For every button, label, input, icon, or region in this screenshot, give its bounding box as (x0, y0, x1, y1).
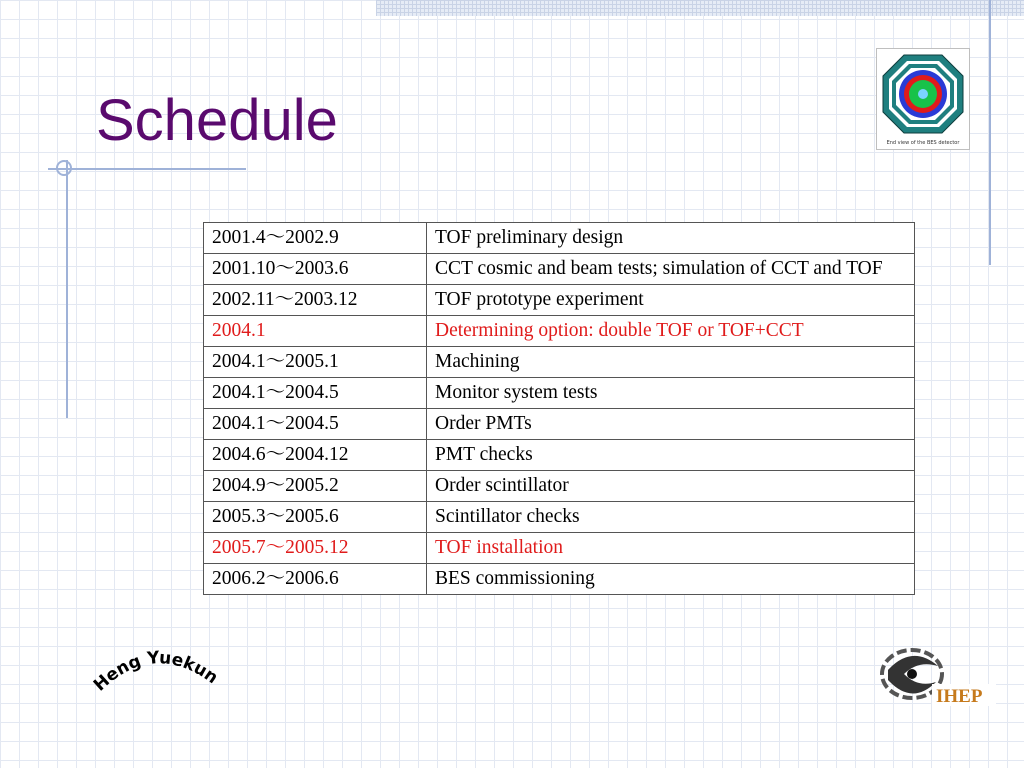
slide-title: Schedule (96, 88, 338, 153)
schedule-row (204, 316, 915, 347)
schedule-date-cell: 2004.1～2004.5 (204, 378, 427, 409)
decorative-horizontal-line (48, 168, 246, 170)
schedule-date-cell: 2004.1～2004.5 (204, 409, 427, 440)
schedule-row (204, 378, 915, 409)
schedule-task-cell: Monitor system tests (427, 378, 915, 409)
schedule-date-cell: 2001.10～2003.6 (204, 254, 427, 285)
top-pattern-band (376, 0, 1024, 16)
schedule-row (204, 223, 915, 254)
schedule-task-cell: PMT checks (427, 440, 915, 471)
schedule-row (204, 502, 915, 533)
schedule-task-cell: Scintillator checks (427, 502, 915, 533)
schedule-date-cell: 2005.3～2005.6 (204, 502, 427, 533)
schedule-row (204, 471, 915, 502)
schedule-row (204, 440, 915, 471)
logo-text: IHEP (936, 686, 983, 707)
decorative-vertical-line-right (989, 0, 991, 265)
schedule-task-cell: Order PMTs (427, 409, 915, 440)
schedule-table (203, 222, 915, 595)
schedule-date-cell: 2004.1～2005.1 (204, 347, 427, 378)
schedule-task-cell: TOF preliminary design (427, 223, 915, 254)
schedule-task-cell: Machining (427, 347, 915, 378)
schedule-row (204, 254, 915, 285)
schedule-row (204, 347, 915, 378)
ihep-logo (878, 640, 1000, 712)
bes-detector-diagram (876, 48, 970, 150)
schedule-task-cell: Order scintillator (427, 471, 915, 502)
schedule-row (204, 285, 915, 316)
detector-caption: End view of the BES detector (886, 140, 960, 146)
schedule-date-cell: 2006.2～2006.6 (204, 564, 427, 595)
schedule-task-cell: BES commissioning (427, 564, 915, 595)
svg-text:Heng Yuekun (90, 648, 222, 696)
schedule-date-cell: 2005.7～2005.12 (204, 533, 427, 564)
schedule-date-cell: 2004.6～2004.12 (204, 440, 427, 471)
schedule-row (204, 533, 915, 564)
signature-text: Heng Yuekun (90, 648, 222, 696)
schedule-task-cell: TOF prototype experiment (427, 285, 915, 316)
decorative-vertical-line-left (66, 160, 68, 418)
schedule-date-cell: 2004.9～2005.2 (204, 471, 427, 502)
schedule-date-cell: 2001.4～2002.9 (204, 223, 427, 254)
schedule-task-cell: Determining option: double TOF or TOF+CCT (427, 316, 915, 347)
schedule-row (204, 564, 915, 595)
schedule-task-cell: CCT cosmic and beam tests; simulation of CCT and TOF (427, 254, 915, 285)
schedule-date-cell: 2004.1 (204, 316, 427, 347)
schedule-task-cell: TOF installation (427, 533, 915, 564)
signature (90, 630, 230, 710)
decorative-circle (56, 160, 72, 176)
schedule-row (204, 409, 915, 440)
schedule-date-cell: 2002.11～2003.12 (204, 285, 427, 316)
